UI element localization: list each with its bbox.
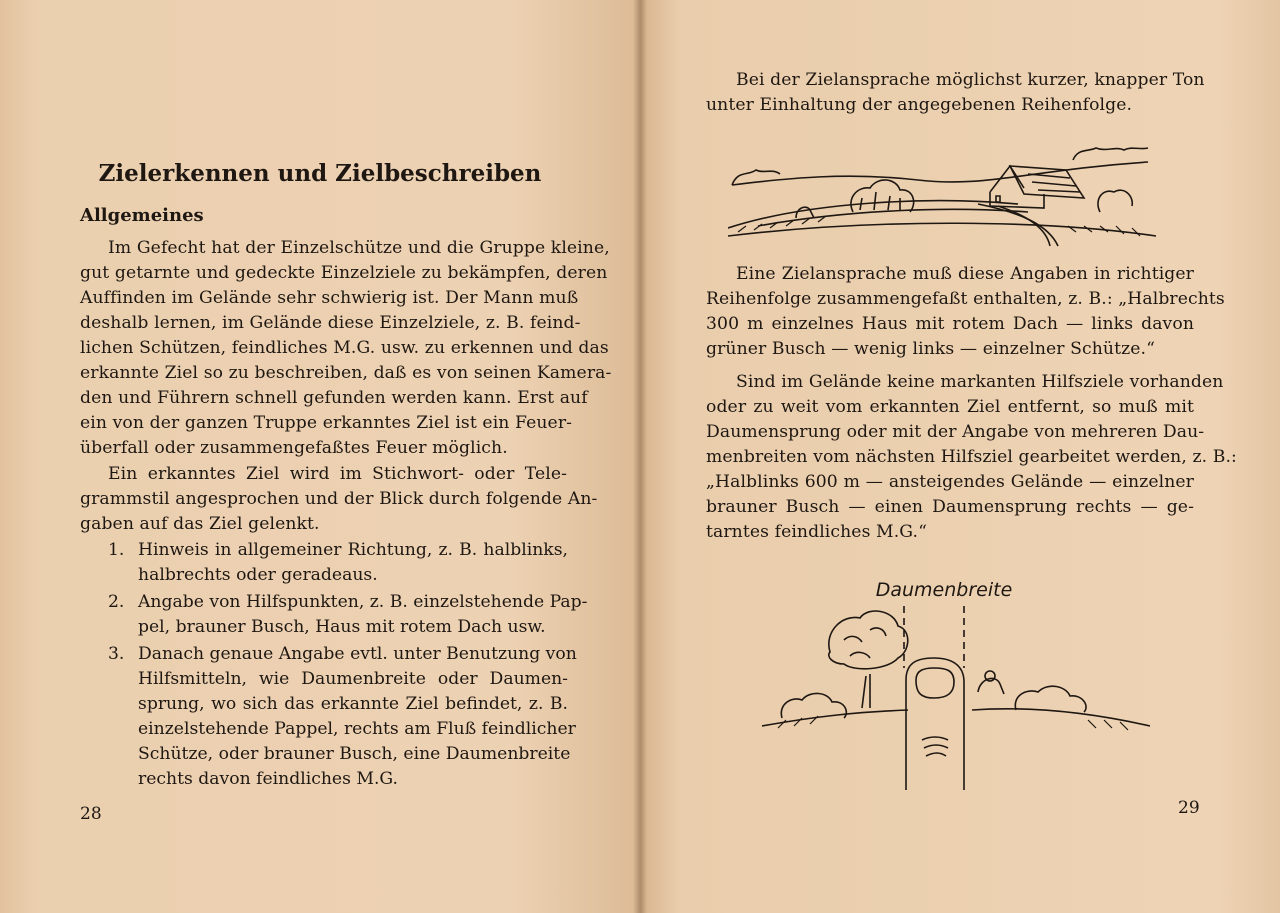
paragraph-2 (80, 462, 598, 537)
text-line: Im Gefecht hat der Einzelschütze und die Gruppe kleine, (108, 238, 610, 258)
text-line: überfall oder zusammengefaßtes Feuer möglich. (80, 438, 508, 458)
text-line: Angabe von Hilfspunkten, z. B. einzelstehende Pap- (138, 592, 588, 612)
thumb-width-illustration (758, 570, 1158, 790)
paragraph-1 (706, 68, 1205, 118)
text-line: Daumensprung oder mit der Angabe von mehreren Dau- (706, 422, 1205, 442)
text-line: lichen Schützen, feindliches M.G. usw. zu erkennen und das (80, 338, 609, 358)
subheading: Allgemeines (80, 205, 204, 226)
book-gutter (633, 0, 647, 913)
text-line: Hinweis in allgemeiner Richtung, z. B. halblinks, (138, 540, 568, 560)
text-line: tarntes feindliches M.G.“ (706, 522, 927, 542)
text-line: Bei der Zielansprache möglichst kurzer, knapper Ton (736, 70, 1205, 90)
right-page (640, 0, 1280, 913)
text-line: Eine Zielansprache muß diese Angaben in richtiger (736, 264, 1194, 284)
text-line: Schütze, oder brauner Busch, eine Daumenbreite (138, 744, 571, 764)
paragraph-2 (706, 262, 1225, 362)
list-item (108, 642, 577, 792)
page-number: 29 (1178, 798, 1200, 818)
text-line: den und Führern schnell gefunden werden kann. Erst auf (80, 388, 588, 408)
text-line: sprung, wo sich das erkannte Ziel befindet, z. B. (138, 694, 568, 714)
numbered-list (108, 538, 588, 794)
text-line: „Halblinks 600 m — ansteigendes Gelände — einzelner (706, 472, 1194, 492)
text-line: Sind im Gelände keine markanten Hilfsziele vorhanden (736, 372, 1224, 392)
paragraph-1 (80, 236, 612, 461)
text-line: deshalb lernen, im Gelände diese Einzelziele, z. B. feind- (80, 313, 581, 333)
text-line: einzelstehende Pappel, rechts am Fluß feindlicher (138, 719, 576, 739)
paragraph-3 (706, 370, 1237, 545)
list-item (108, 538, 568, 588)
text-line: Hilfsmitteln, wie Daumenbreite oder Daumen- (138, 669, 568, 689)
list-number: 1. (108, 540, 125, 560)
text-line: halbrechts oder geradeaus. (138, 565, 378, 585)
text-line: oder zu weit vom erkannten Ziel entfernt, so muß mit (706, 397, 1194, 417)
page-title: Zielerkennen und Zielbeschreiben (98, 160, 542, 187)
list-number: 3. (108, 644, 125, 664)
text-line: gut getarnte und gedeckte Einzelziele zu bekämpfen, deren (80, 263, 608, 283)
text-line: pel, brauner Busch, Haus mit rotem Dach usw. (138, 617, 546, 637)
landscape-illustration (728, 140, 1158, 248)
text-line: Reihenfolge zusammengefaßt enthalten, z. B.: „Halbrechts (706, 289, 1225, 309)
page-number: 28 (80, 804, 102, 824)
text-line: Danach genaue Angabe evtl. unter Benutzung von (138, 644, 577, 664)
text-line: grüner Busch — wenig links — einzelner Schütze.“ (706, 339, 1155, 359)
text-line: Auffinden im Gelände sehr schwierig ist. Der Mann muß (80, 288, 579, 308)
text-line: erkannte Ziel so zu beschreiben, daß es von seinen Kamera- (80, 363, 612, 383)
text-line: unter Einhaltung der angegebenen Reihenfolge. (706, 95, 1133, 115)
text-line: brauner Busch — einen Daumensprung rechts — ge- (706, 497, 1194, 517)
list-item (108, 590, 588, 640)
text-line: grammstil angesprochen und der Blick durch folgende An- (80, 489, 598, 509)
list-number: 2. (108, 592, 125, 612)
text-line: menbreiten vom nächsten Hilfsziel gearbeitet werden, z. B.: (706, 447, 1237, 467)
text-line: Ein erkanntes Ziel wird im Stichwort- oder Tele- (108, 464, 567, 484)
text-line: ein von der ganzen Truppe erkanntes Ziel ist ein Feuer- (80, 413, 573, 433)
text-line: 300 m einzelnes Haus mit rotem Dach — links davon (706, 314, 1194, 334)
figure-label: Daumenbreite (875, 579, 1013, 601)
text-line: rechts davon feindliches M.G. (138, 769, 399, 789)
text-line: gaben auf das Ziel gelenkt. (80, 514, 320, 534)
